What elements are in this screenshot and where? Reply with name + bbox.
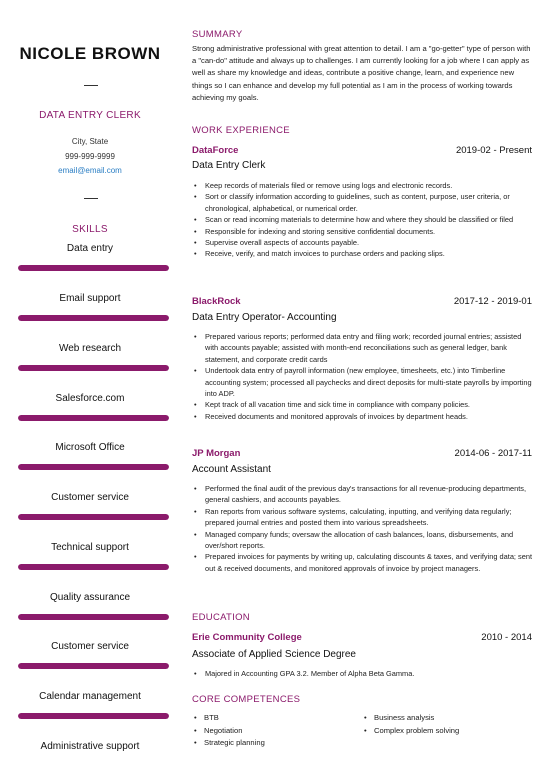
- degree: Associate of Applied Science Degree: [192, 649, 356, 660]
- list-item: • Prepared various reports; performed data entry and filing work; recorded journal entries; assisted with accounts payable; assisted with month-end reconciliations such as general ledger, bank statement, and corporate credit cards: [192, 331, 532, 365]
- list-item: • Performed the final audit of the previous day's transactions for all revenue-producing departments, general cashiers, and accounts payables.: [192, 483, 532, 506]
- skill-bar-fill: [18, 713, 169, 719]
- company-name: JP Morgan: [192, 448, 241, 459]
- list-item: • Managed company funds; oversaw the allocation of cash balances, loans, disbursements, and over/short reports.: [192, 529, 532, 552]
- list-item: • Keep records of materials filed or remove using logs and electronic records.: [192, 180, 532, 191]
- job-role: Data Entry Clerk: [192, 160, 266, 171]
- left-column: [0, 0, 180, 782]
- phone: 999-999-9999: [65, 152, 115, 161]
- divider: [84, 198, 98, 199]
- job-duties: [192, 331, 532, 422]
- skill-label: Data entry: [66, 243, 114, 254]
- education-dates: 2010 - 2014: [481, 632, 532, 643]
- list-item: • Scan or read incoming materials to determine how and where they should be classified or filed: [192, 214, 532, 225]
- list-item: • Strategic planning: [192, 737, 342, 750]
- list-item: • Business analysis: [362, 712, 512, 725]
- summary-text: Strong administrative professional with great attention to detail. I am a "go-getter" type of person with a "can-do" attitude and always up to challenges. I am currently looking for a job where I can apply as well as share my knowledge and ideas, contribute a positive change, learn, and experience new things so I can enhance and develop my full potential as I am in the process of working towards achieving my goals.: [192, 44, 531, 102]
- skill-bar: [18, 415, 169, 421]
- skill-bar-fill: [18, 614, 169, 620]
- skill-bar: [18, 614, 169, 620]
- skill-bar: [18, 365, 169, 371]
- company-name: DataForce: [192, 145, 239, 156]
- skill-label: Quality assurance: [49, 592, 131, 603]
- school-name: Erie Community College: [192, 632, 302, 643]
- job-dates: 2017-12 - 2019-01: [453, 296, 532, 307]
- skill-bar-fill: [18, 564, 169, 570]
- skill-bar: [18, 564, 169, 570]
- divider: [84, 85, 98, 86]
- skill-bar: [18, 713, 169, 719]
- list-item: • Receive, verify, and match invoices to purchase orders and packing slips.: [192, 248, 532, 259]
- skill-bar-fill: [18, 415, 169, 421]
- skill-bar: [18, 315, 169, 321]
- skill-label: Customer service: [51, 492, 129, 503]
- job-dates: 2014-06 - 2017-11: [454, 448, 532, 459]
- job-title: DATA ENTRY CLERK: [39, 110, 141, 121]
- skill-bar-fill: [18, 315, 169, 321]
- list-item: • BTB: [192, 712, 342, 725]
- list-item: • Supervise overall aspects of accounts payable.: [192, 237, 532, 248]
- skill-label: Microsoft Office: [55, 442, 125, 453]
- skill-bar-fill: [18, 464, 169, 470]
- list-item: • Received documents and monitored approvals of invoices by department heads.: [192, 411, 532, 422]
- education-heading: EDUCATION: [192, 612, 250, 623]
- list-item: • Kept track of all vacation time and sick time in compliance with company policies.: [192, 399, 532, 410]
- candidate-name: NICOLE BROWN: [19, 44, 161, 63]
- skill-bar-fill: [18, 265, 169, 271]
- skill-label: Administrative support: [40, 741, 140, 752]
- skill-bar-fill: [18, 365, 169, 371]
- skill-label: Customer service: [51, 641, 129, 652]
- job-duties: [192, 180, 532, 260]
- competences-list-1: [192, 712, 342, 750]
- list-item: • Complex problem solving: [362, 725, 512, 738]
- skill-bar: [18, 464, 169, 470]
- list-item: • Sort or classify information according to guidelines, such as content, purpose, user criteria, or chronological, alphabetical, or numerical order.: [192, 191, 532, 214]
- list-item: • Negotiation: [192, 725, 342, 738]
- skill-label: Calendar management: [39, 691, 141, 702]
- list-item: • Prepared invoices for payments by writing up, calculating discounts & taxes, and verifying data; sent out & received documents, and monitored approvals of invoice by project managers.: [192, 551, 532, 574]
- list-item: • Majored in Accounting GPA 3.2. Member of Alpha Beta Gamma.: [192, 668, 532, 679]
- competences-list-2: [362, 712, 512, 737]
- skills-heading: SKILLS: [72, 224, 108, 235]
- skill-label: Technical support: [51, 542, 129, 553]
- list-item: • Undertook data entry of payroll information (new employee, timesheets, etc.) into Timberline accounting system; processed all paychecks and direct deposits for multi-state payrolls by importing into ADP.: [192, 365, 532, 399]
- skill-bar: [18, 265, 169, 271]
- competences-heading: CORE COMPETENCES: [192, 694, 301, 705]
- experience-heading: WORK EXPERIENCE: [192, 125, 290, 136]
- location: City, State: [71, 137, 109, 146]
- skill-bar-fill: [18, 663, 169, 669]
- summary-heading: SUMMARY: [192, 29, 243, 40]
- skill-bar: [18, 514, 169, 520]
- skill-label: Email support: [59, 293, 121, 304]
- skill-bar-fill: [18, 514, 169, 520]
- skill-bar: [18, 663, 169, 669]
- list-item: • Ran reports from various software systems, calculating, inputting, and verifying data regularly; prepared journal entries and posted them into various spreadsheets.: [192, 506, 532, 529]
- job-role: Account Assistant: [192, 464, 271, 475]
- skill-label: Salesforce.com: [55, 393, 125, 404]
- right-column: [192, 0, 532, 782]
- email-link[interactable]: email@email.com: [58, 166, 122, 175]
- job-role: Data Entry Operator- Accounting: [192, 312, 337, 323]
- job-duties: [192, 483, 532, 574]
- job-dates: 2019-02 - Present: [455, 145, 532, 156]
- list-item: • Responsible for indexing and storing sensitive confidential documents.: [192, 226, 532, 237]
- skill-label: Web research: [58, 343, 122, 354]
- education-details: [192, 668, 532, 679]
- company-name: BlackRock: [192, 296, 241, 307]
